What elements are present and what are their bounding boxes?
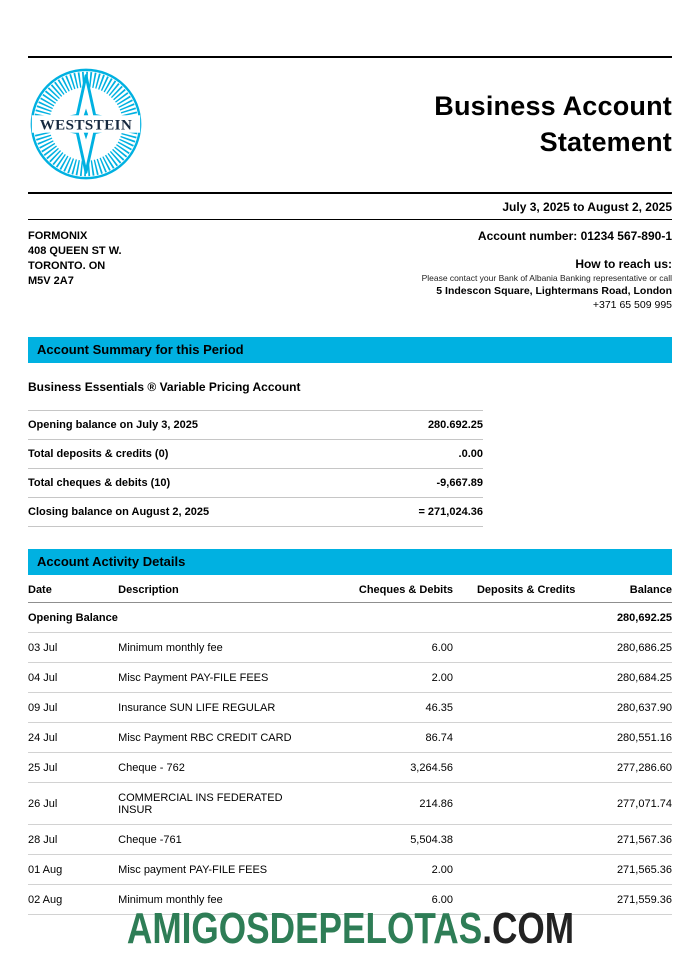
table-row: [28, 723, 672, 753]
opening-balance-row: [28, 603, 672, 633]
cell-debit: 5,504.38: [311, 825, 453, 855]
cell-description: Cheque -761: [118, 825, 311, 855]
page-title-line1: Business Account: [434, 90, 672, 121]
cell-balance: 271,565.36: [575, 855, 672, 885]
table-row: [28, 663, 672, 693]
summary-section-header: Account Summary for this Period: [28, 337, 672, 363]
table-row: [28, 825, 672, 855]
cell-credit: [453, 693, 575, 723]
cell-balance: 277,071.74: [575, 783, 672, 825]
summary-label: Total deposits & credits (0): [28, 448, 169, 460]
cell-date: 24 Jul: [28, 723, 118, 753]
cell-balance: 271,567.36: [575, 825, 672, 855]
cell-description: Misc payment PAY-FILE FEES: [118, 855, 311, 885]
cell-date: 01 Aug: [28, 855, 118, 885]
cell-credit: [453, 825, 575, 855]
contact-address: 5 Indescon Square, Lightermans Road, London: [436, 285, 672, 297]
cell-date: 03 Jul: [28, 633, 118, 663]
col-header-description: Description: [118, 575, 311, 603]
cell-debit: 3,264.56: [311, 753, 453, 783]
contact-phone: +371 65 509 995: [592, 299, 672, 311]
cell-credit: [453, 663, 575, 693]
cell-description: Cheque - 762: [118, 753, 311, 783]
activity-header-row: [28, 575, 672, 603]
summary-label: Closing balance on August 2, 2025: [28, 506, 210, 518]
cell-credit: [453, 753, 575, 783]
cell-description: Minimum monthly fee: [118, 885, 311, 915]
col-header-balance: Balance: [575, 575, 672, 603]
cell-credit: [453, 783, 575, 825]
summary-row-deposits: [28, 439, 483, 468]
cell-date: 09 Jul: [28, 693, 118, 723]
statement-period: July 3, 2025 to August 2, 2025: [502, 200, 672, 214]
account-number: Account number: 01234 567-890-1: [477, 229, 672, 243]
cell-date: 25 Jul: [28, 753, 118, 783]
table-row: [28, 693, 672, 723]
summary-value: = 271,024.36: [418, 506, 483, 518]
summary-value: -9,667.89: [436, 477, 483, 489]
summary-row-opening: [28, 410, 483, 439]
cell-debit: 6.00: [311, 633, 453, 663]
cell-balance: 277,286.60: [575, 753, 672, 783]
summary-value: .0.00: [458, 448, 483, 460]
cell-debit: 6.00: [311, 885, 453, 915]
cell-description: COMMERCIAL INS FEDERATED INSUR: [118, 783, 311, 825]
cell-description: Insurance SUN LIFE REGULAR: [118, 693, 311, 723]
cell-balance: 271,559.36: [575, 885, 672, 915]
activity-section-header: Account Activity Details: [28, 549, 672, 575]
recipient-name: FORMONIX: [28, 230, 88, 242]
cell-debit: 86.74: [311, 723, 453, 753]
cell-balance: 280,686.25: [575, 633, 672, 663]
col-header-debits: Cheques & Debits: [311, 575, 453, 603]
table-row: [28, 753, 672, 783]
cell-description: Minimum monthly fee: [118, 633, 311, 663]
cell-debit: 2.00: [311, 663, 453, 693]
cell-credit: [453, 723, 575, 753]
cell-balance: 280,637.90: [575, 693, 672, 723]
weststein-logo: [28, 66, 144, 182]
statement-header: [28, 58, 672, 192]
page-title: [434, 88, 672, 161]
contact-heading: How to reach us:: [575, 257, 672, 271]
watermark-tld: .COM: [481, 904, 574, 953]
activity-table: [28, 575, 672, 915]
summary-label: Total cheques & debits (10): [28, 477, 171, 489]
recipient-address-line2: TORONTO. ON: [28, 259, 106, 272]
watermark-brand: AMIGOSDEPELOTAS: [126, 904, 482, 953]
summary-subtitle: Business Essentials ® Variable Pricing Account: [28, 380, 301, 394]
col-header-credits: Deposits & Credits: [453, 575, 575, 603]
table-row: [28, 783, 672, 825]
cell-debit: 214.86: [311, 783, 453, 825]
logo-wordmark: WESTSTEIN: [39, 117, 133, 134]
recipient-address-line1: 408 QUEEN ST W.: [28, 244, 122, 257]
cell-debit: 2.00: [311, 855, 453, 885]
cell-credit: [453, 855, 575, 885]
page-title-line2: Statement: [539, 127, 672, 157]
col-header-date: Date: [28, 575, 118, 603]
opening-balance-label: Opening Balance: [28, 603, 311, 633]
summary-value: 280.692.25: [427, 419, 483, 431]
cell-date: 02 Aug: [28, 885, 118, 915]
contact-instruction: Please contact your Bank of Albania Banking representative or call: [421, 273, 672, 283]
cell-balance: 280,551.16: [575, 723, 672, 753]
summary-row-debits: [28, 468, 483, 497]
opening-balance-value: 280,692.25: [575, 603, 672, 633]
contact-block: [422, 229, 672, 311]
cell-date: 04 Jul: [28, 663, 118, 693]
recipient-address-block: [28, 229, 122, 311]
cell-debit: 46.35: [311, 693, 453, 723]
account-info-row: [28, 220, 672, 311]
table-row: [28, 633, 672, 663]
cell-date: 26 Jul: [28, 783, 118, 825]
cell-description: Misc Payment PAY-FILE FEES: [118, 663, 311, 693]
summary-label: Opening balance on July 3, 2025: [28, 419, 198, 431]
site-watermark: [0, 904, 700, 953]
cell-description: Misc Payment RBC CREDIT CARD: [118, 723, 311, 753]
summary-table: [28, 410, 483, 527]
table-row: [28, 855, 672, 885]
cell-credit: [453, 633, 575, 663]
recipient-address-line3: M5V 2A7: [28, 274, 74, 287]
cell-balance: 280,684.25: [575, 663, 672, 693]
summary-row-closing: [28, 497, 483, 527]
cell-date: 28 Jul: [28, 825, 118, 855]
